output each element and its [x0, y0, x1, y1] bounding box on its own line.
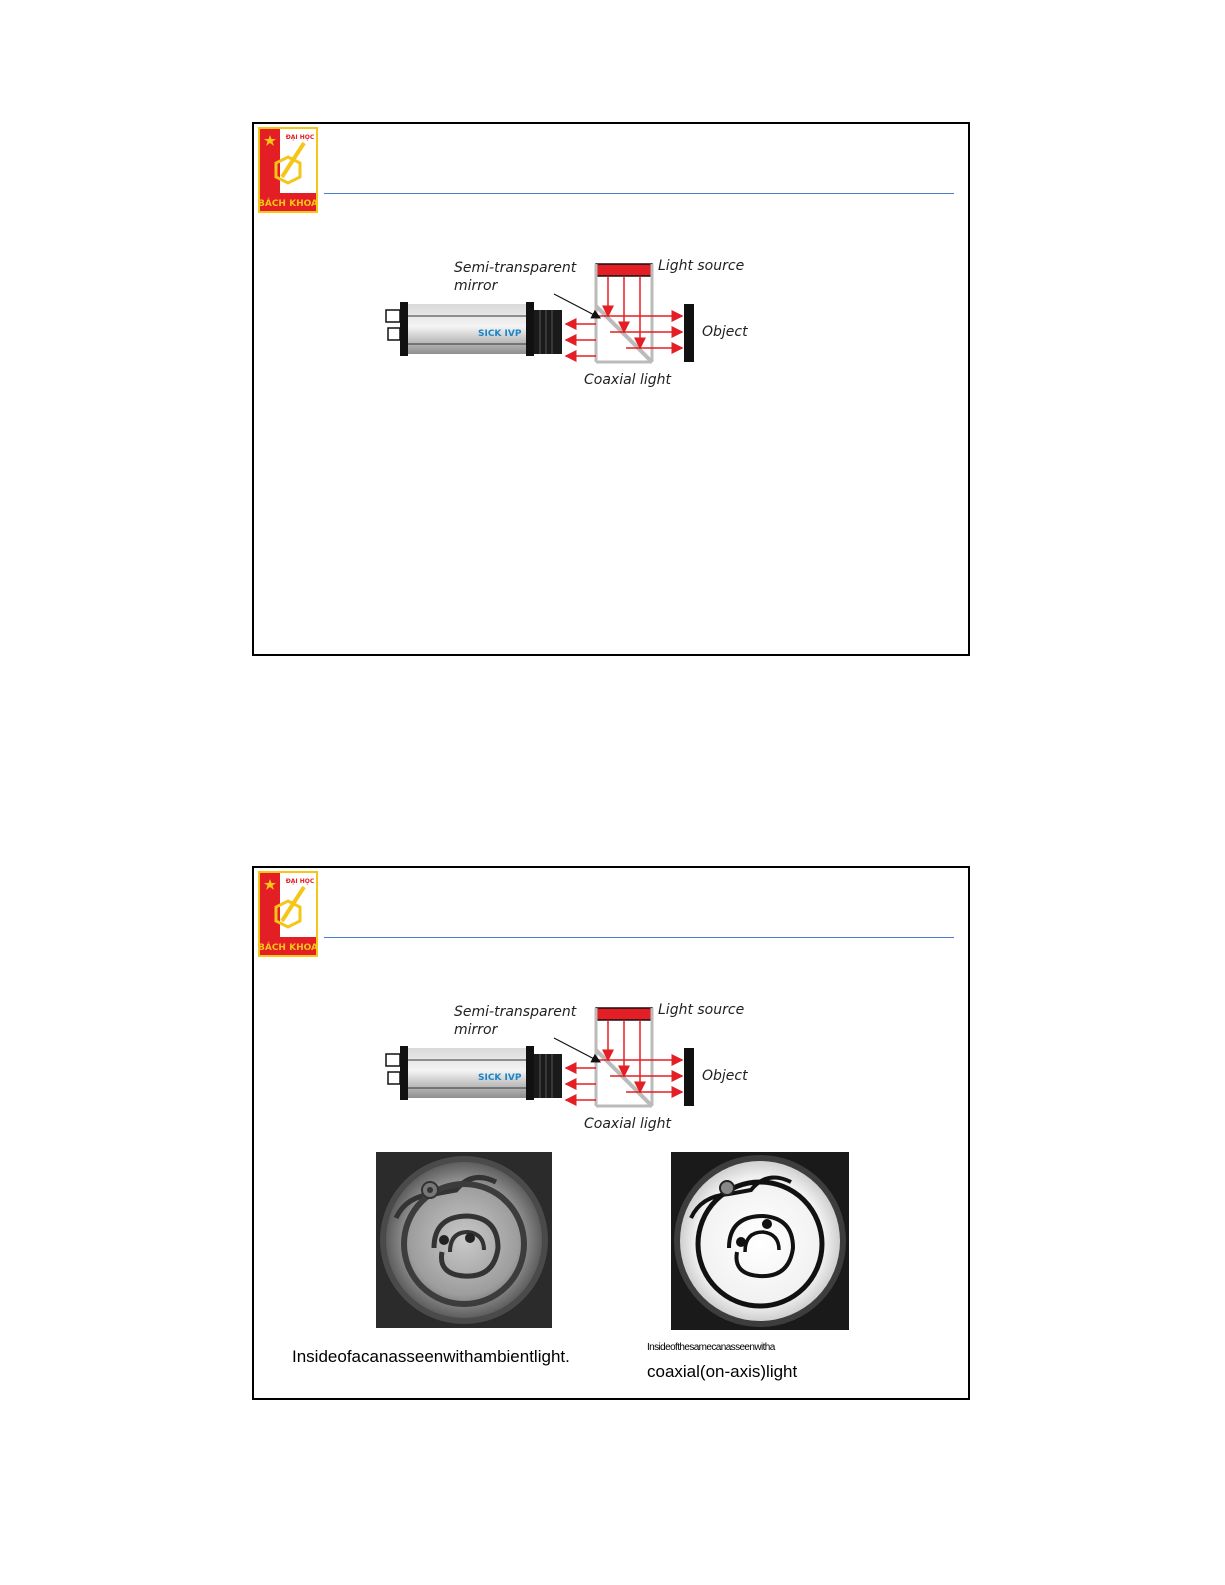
svg-text:mirror: mirror	[454, 1022, 498, 1038]
header-divider	[324, 193, 954, 194]
svg-text:Coaxial light: Coaxial light	[584, 1116, 672, 1132]
slide-1	[252, 122, 970, 656]
svg-text:Semi-transparent: Semi-transparent	[454, 1004, 577, 1020]
camera-illustration	[386, 302, 562, 356]
caption-coaxial-light-line2: coaxial(on-axis)light	[647, 1362, 798, 1381]
svg-text:ĐẠI HỌC: ĐẠI HỌC	[285, 134, 315, 141]
svg-text:Light source: Light source	[658, 1002, 745, 1018]
svg-text:Semi-transparent: Semi-transparent	[454, 260, 577, 276]
camera-illustration	[386, 1046, 562, 1100]
svg-text:SICK IVP: SICK IVP	[478, 1073, 522, 1083]
svg-text:Coaxial light: Coaxial light	[584, 372, 672, 388]
svg-text:ĐẠI HỌC: ĐẠI HỌC	[285, 878, 315, 885]
svg-text:SICK IVP: SICK IVP	[478, 329, 522, 339]
bach-khoa-logo	[258, 871, 318, 957]
svg-text:BÁCH KHOA: BÁCH KHOA	[258, 199, 318, 209]
svg-text:BÁCH KHOA: BÁCH KHOA	[258, 943, 318, 953]
slide-2	[252, 866, 970, 1400]
svg-text:Object: Object	[702, 1068, 748, 1084]
svg-text:Light source: Light source	[658, 258, 745, 274]
can-coaxial-light-photo	[671, 1152, 849, 1330]
header-divider	[324, 937, 954, 938]
caption-coaxial-light-line1: Insideofthesamecanasseenwitha	[647, 1342, 775, 1353]
can-ambient-light-photo	[376, 1152, 552, 1328]
bach-khoa-logo	[258, 127, 318, 213]
svg-text:mirror: mirror	[454, 278, 498, 294]
svg-text:Object: Object	[702, 324, 748, 340]
coaxial-light-diagram	[382, 998, 762, 1138]
coaxial-light-diagram	[382, 254, 762, 394]
caption-ambient-light: Insideofacanasseenwithambientlight.	[292, 1347, 570, 1366]
